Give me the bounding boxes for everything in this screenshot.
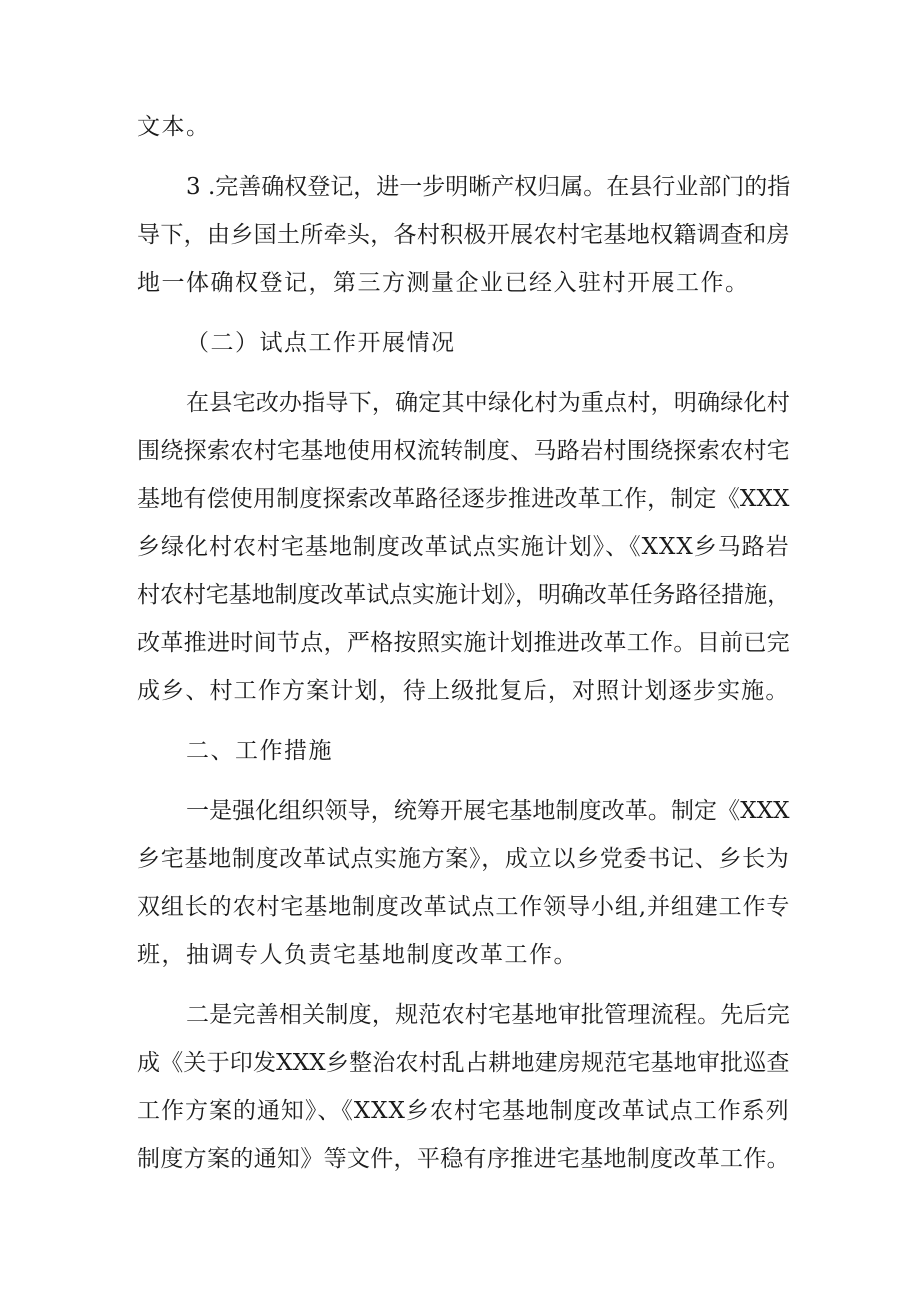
text-line: 文本。 bbox=[137, 114, 211, 140]
text-line: 工作方案的通知》、《XXX乡农村宅基地制度改革试点工作系列 bbox=[137, 1098, 790, 1124]
text-line: 基地有偿使用制度探索改革路径逐步推进改革工作，制定《XXX bbox=[137, 486, 790, 512]
text-line: 二是完善相关制度，规范农村宅基地审批管理流程。先后完 bbox=[186, 1002, 790, 1028]
text-line: 导下，由乡国土所牵头，各村积极开展农村宅基地权籍调查和房 bbox=[137, 222, 790, 248]
text-line: 成《关于印发XXX乡整治农村乱占耕地建房规范宅基地审批巡查 bbox=[137, 1050, 790, 1076]
text-line: 在县宅改办指导下，确定其中绿化村为重点村，明确绿化村 bbox=[186, 390, 790, 416]
text-line: 3 .完善确权登记，进一步明晰产权归属。在县行业部门的指 bbox=[186, 174, 791, 200]
section-heading: 二、工作措施 bbox=[186, 738, 333, 764]
text-line: 村农村宅基地制度改革试点实施计划》，明确改革任务路径措施， bbox=[137, 582, 791, 608]
text-line: 围绕探索农村宅基地使用权流转制度、马路岩村围绕探索农村宅 bbox=[137, 438, 790, 464]
text-line: 班，抽调专人负责宅基地制度改革工作。 bbox=[137, 942, 578, 968]
text-line: 改革推进时间节点，严格按照实施计划推进改革工作。目前已完 bbox=[137, 630, 790, 656]
text-line: 成乡、村工作方案计划，待上级批复后，对照计划逐步实施。 bbox=[137, 678, 790, 704]
text-line: 双组长的农村宅基地制度改革试点工作领导小组,并组建工作专 bbox=[137, 894, 791, 920]
text-line: 乡宅基地制度改革试点实施方案》，成立以乡党委书记、乡长为 bbox=[137, 846, 790, 872]
text-line: 地一体确权登记，第三方测量企业已经入驻村开展工作。 bbox=[137, 270, 750, 296]
section-heading: （二）试点工作开展情况 bbox=[186, 330, 456, 356]
text-line: 制度方案的通知》等文件，平稳有序推进宅基地制度改革工作。 bbox=[137, 1146, 790, 1172]
text-line: 乡绿化村农村宅基地制度改革试点实施计划》、《XXX乡马路岩 bbox=[137, 534, 790, 560]
text-line: 一是强化组织领导，统筹开展宅基地制度改革。制定《XXX bbox=[186, 798, 790, 824]
